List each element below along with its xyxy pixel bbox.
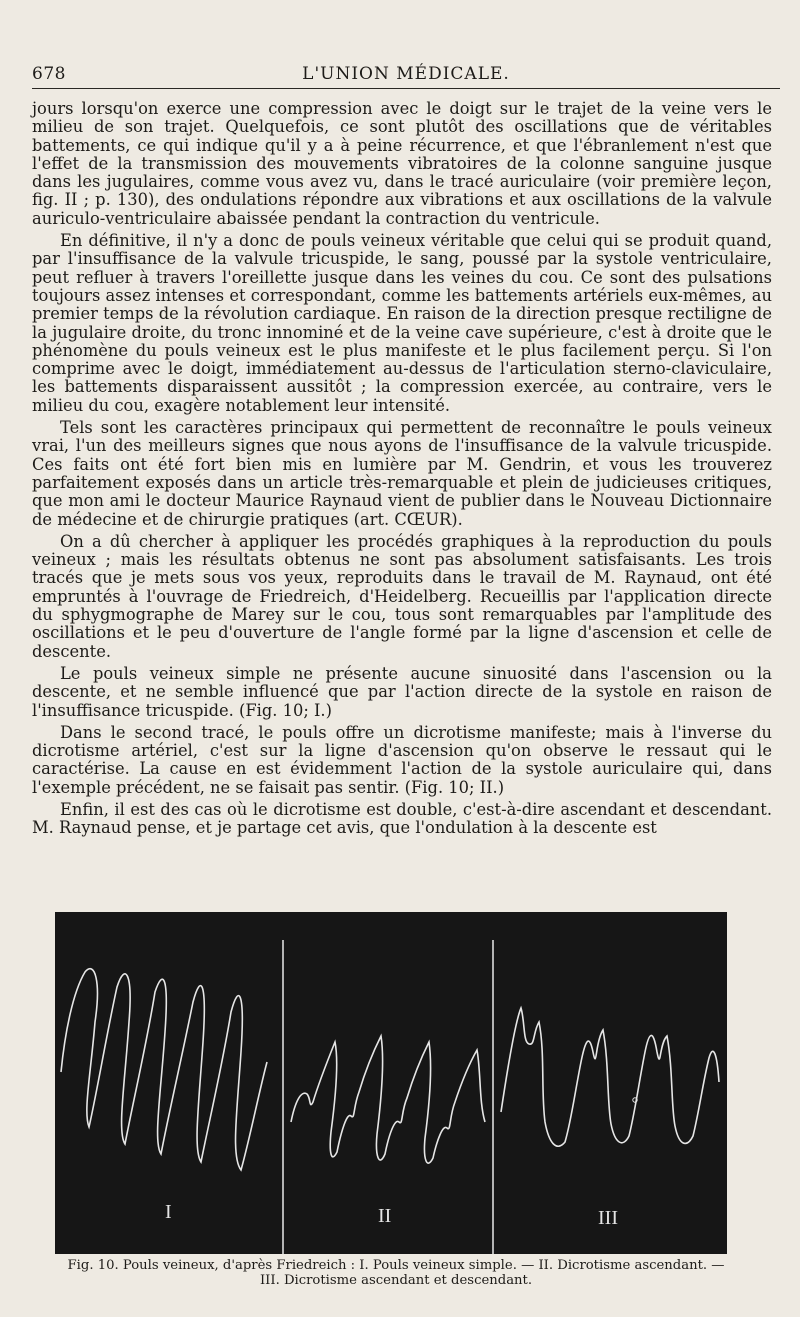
page-header <box>32 60 780 89</box>
paragraph: On a dû chercher à appliquer les procédés graphiques à la reproduction du pouls veineux ; mais les résultats obtenus ne sont pas absolument satisfaisants. Les trois tracés que je mets sous vos yeux, reproduits dans le travail de M. Raynaud, ont été empruntés à l'ouvrage de Friedreich, d'Heidelberg. Recueillis par l'application directe du sphygmographe de Marey sur le cou, tous sont remarquables par l'amplitude des oscillations et le peu d'ouverture de l'angle formé par la ligne d'ascension et celle de descente. <box>32 531 772 661</box>
paragraph: Le pouls veineux simple ne présente aucune sinuosité dans l'ascension ou la descente, et ne semble influencé que par l'action directe de la systole en raison de l'insuffisance tricuspide. (Fig. 10; I.) <box>32 663 772 720</box>
paragraph: Tels sont les caractères principaux qui permettent de reconnaître le pouls veineux vrai, l'un des meilleurs signes que nous ayons de l'insuffisance de la valvule tricuspide. Ces faits ont été fort bien mis en lumière par M. Gendrin, et vous les trouverez parfaitement exposés dans un article très-remarquable et plein de judicieuses critiques, que mon ami le docteur Maurice Raynaud vient de publier dans le Nouveau Dictionnaire de médecine et de chirurgie pratiques (art. CŒUR). <box>32 418 772 529</box>
tracing-double-dicrotism <box>501 1008 719 1146</box>
pulse-tracings <box>55 912 727 1254</box>
caption-line: Fig. 10. Pouls veineux, d'après Friedreich : I. Pouls veineux simple. — II. Dicrotisme ascendant. — <box>67 1258 725 1273</box>
body-text <box>32 100 772 842</box>
panel-label: II <box>378 1205 392 1227</box>
panel-label: III <box>598 1207 618 1229</box>
page-number: 678 <box>32 64 66 84</box>
caption-line: III. Dicrotisme ascendant et descendant. <box>259 1273 533 1288</box>
running-title: L'UNION MÉDICALE. <box>302 64 510 84</box>
pulse-tracing-figure <box>55 912 727 1254</box>
paragraph: Dans le second tracé, le pouls offre un dicrotisme manifeste; mais à l'inverse du dicrotisme artériel, c'est sur la ligne d'ascension qu'on observe le ressaut qui le caractérise. La cause en est évidemment l'action de la systole auriculaire qui, dans l'exemple précédent, ne se faisait pas sentir. (Fig. 10; II.) <box>32 722 772 797</box>
paragraph: Enfin, il est des cas où le dicrotisme est double, c'est-à-dire ascendant et descendant. M. Raynaud pense, et je partage cet avis, que l'ondulation à la descente est <box>32 799 772 838</box>
figure-caption <box>46 1258 746 1288</box>
paragraph: En définitive, il n'y a donc de pouls veineux véritable que celui qui se produit quand, par l'insuffisance de la valvule tricuspide, le sang, poussé par la systole ventriculaire, peut refluer à travers l'oreillette jusque dans les veines du cou. Ce sont des pulsations toujours assez intenses et correspondant, comme les battements artériels eux-mêmes, au premier temps de la révolution cardiaque. En raison de la direction presque rectiligne de la jugulaire droite, du tronc innominé et de la veine cave supérieure, c'est à droite que le phénomène du pouls veineux est le plus manifeste et le plus facilement perçu. Si l'on comprime avec le doigt, immédiatement au-dessus de l'articulation sterno-claviculaire, les battements disparaissent aussitôt ; la compression exercée, au contraire, vers le milieu du cou, exagère notablement leur intensité. <box>32 231 772 415</box>
tracing-simple-pulse <box>61 969 267 1170</box>
panel-label: I <box>165 1201 172 1223</box>
tracing-ascending-dicrotism <box>291 1036 485 1163</box>
paragraph: jours lorsqu'on exerce une compression avec le doigt sur le trajet de la veine vers le milieu de son trajet. Quelquefois, ce sont plutôt des oscillations que de véritables battements, ce qui indique qu'il y a à peine récurrence, et que l'ébranlement n'est que l'effet de la transmission des mouvements vibratoires de la colonne sanguine jusque dans les jugulaires, comme vous avez vu, dans le tracé auriculaire (voir première leçon, fig. II ; p. 130), des ondulations répondre aux vibrations et aux oscillations de la valvule auriculo-ventriculaire abaissée pendant la contraction du ventricule. <box>32 99 772 228</box>
